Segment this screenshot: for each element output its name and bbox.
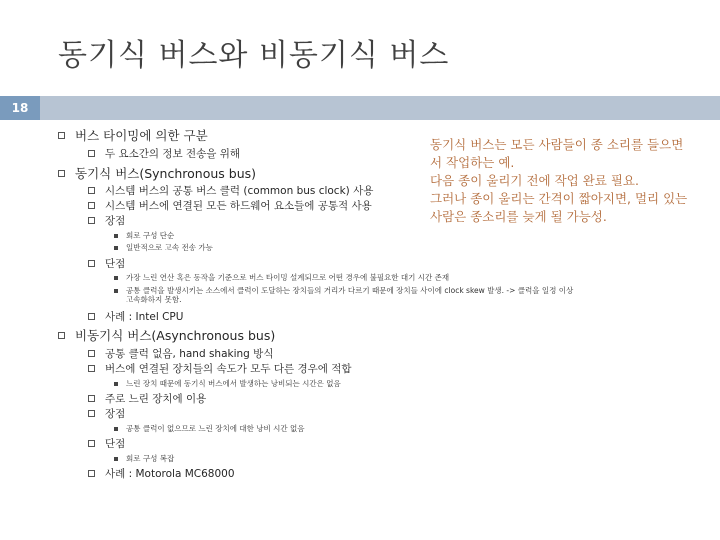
bullet-filled-square-icon xyxy=(114,382,118,386)
sync-item: 시스템 버스의 공통 버스 클럭 (common bus clock) 사용 xyxy=(88,183,373,198)
bullet-filled-square-icon xyxy=(114,457,118,461)
async-item: 공통 클럭 없음, hand shaking 방식 xyxy=(88,346,273,361)
slide-title: 동기식 버스와 비동기식 버스 xyxy=(58,38,450,73)
bullet-square-icon xyxy=(58,132,65,139)
bullet-square-icon xyxy=(58,332,65,339)
async-item: 버스에 연결된 장치들의 속도가 모두 다른 경우에 적합 xyxy=(88,361,352,376)
async-cons-label: 단점 xyxy=(88,436,125,451)
sync-pro: 회로 구성 단순 xyxy=(114,230,174,241)
sync-example: 사례 : Intel CPU xyxy=(88,309,183,324)
bullet-sync: 동기식 버스(Synchronous bus) xyxy=(58,164,256,182)
bullet-filled-square-icon xyxy=(114,246,118,250)
bullet-filled-square-icon xyxy=(114,289,118,293)
bullet-square-icon xyxy=(88,217,95,224)
bullet-square-icon xyxy=(88,313,95,320)
sync-con: 가장 느린 연산 혹은 동작을 기준으로 버스 타이밍 설계되므로 어떤 경우에 불필요한 대기 시간 존재 xyxy=(114,272,449,283)
async-example: 사례 : Motorola MC68000 xyxy=(88,466,235,481)
bullet-filled-square-icon xyxy=(114,276,118,280)
slide-number: 18 xyxy=(0,96,40,120)
async-more: 주로 느린 장치에 이용 xyxy=(88,391,206,406)
header-band xyxy=(0,96,720,120)
bullet-square-icon xyxy=(88,410,95,417)
sync-cons-label: 단점 xyxy=(88,256,125,271)
bullet-square-icon xyxy=(88,395,95,402)
sync-item: 장점 xyxy=(88,213,125,228)
async-sub: 느린 장치 때문에 동기식 버스에서 발생하는 낭비되는 시간은 없음 xyxy=(114,378,341,389)
sync-con: 공통 클럭을 발생시키는 소스에서 클럭이 도달하는 장치들의 거리가 다르기 때문에 장치들 사이에 clock skew 발생. -> 클럭을 일정 이상 xyxy=(114,285,573,296)
sync-item: 시스템 버스에 연결된 모든 하드웨어 요소들에 공통적 사용 xyxy=(88,198,372,213)
bullet-filled-square-icon xyxy=(114,234,118,238)
async-con: 회로 구성 복잡 xyxy=(114,453,174,464)
bullet-square-icon xyxy=(88,202,95,209)
bullet-square-icon xyxy=(88,470,95,477)
bullet-async: 비동기식 버스(Asynchronous bus) xyxy=(58,326,275,344)
bullet-timing: 버스 타이밍에 의한 구분 xyxy=(58,126,208,144)
bullet-square-icon xyxy=(88,150,95,157)
bullet-square-icon xyxy=(88,365,95,372)
bullet-square-icon xyxy=(88,187,95,194)
bullet-square-icon xyxy=(88,260,95,267)
bullet-square-icon xyxy=(88,350,95,357)
sync-con-cont: 고속화하지 못함. xyxy=(126,295,182,304)
bullet-square-icon xyxy=(88,440,95,447)
bullet-filled-square-icon xyxy=(114,427,118,431)
async-pro: 공통 클럭이 없으므로 느린 장치에 대한 낭비 시간 없음 xyxy=(114,423,304,434)
bullet-square-icon xyxy=(58,170,65,177)
sync-pro: 일반적으로 고속 전송 가능 xyxy=(114,242,213,253)
annotation-note: 동기식 버스는 모든 사람들이 종 소리를 들으면서 작업하는 예. 다음 종이 울리기 전에 작업 완료 필요. 그러나 종이 울리는 간격이 짧아지면, 멀리 있는 사람은 종소리를 늦게 될 가능성. xyxy=(430,137,688,224)
async-more: 장점 xyxy=(88,406,125,421)
bullet-timing-sub: 두 요소간의 정보 전송을 위해 xyxy=(88,146,240,161)
